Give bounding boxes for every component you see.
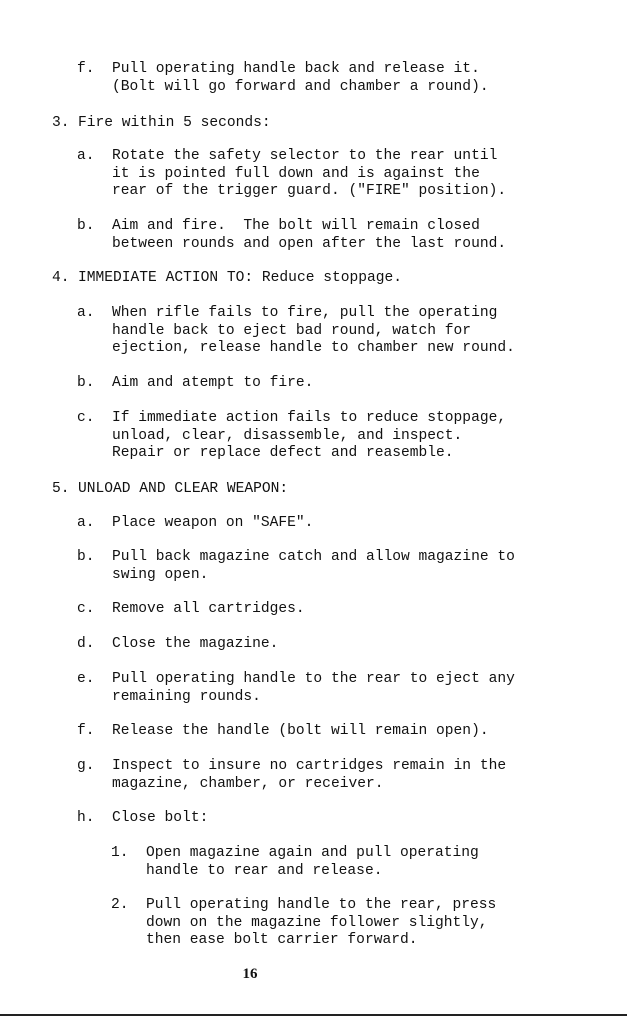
item-marker: e. bbox=[77, 671, 95, 687]
item-marker: c. bbox=[77, 601, 95, 617]
item-text-line: Place weapon on "SAFE". bbox=[112, 515, 314, 531]
item-text-line: rear of the trigger guard. ("FIRE" position). bbox=[112, 183, 507, 199]
item-text-line: When rifle fails to fire, pull the operating bbox=[112, 305, 498, 321]
item-marker: b. bbox=[77, 218, 95, 234]
item-marker: 1. bbox=[111, 845, 129, 861]
item-text-line: Inspect to insure no cartridges remain in the bbox=[112, 758, 507, 774]
item-text-line: remaining rounds. bbox=[112, 688, 261, 705]
item-marker: b. bbox=[77, 549, 95, 565]
item-text-line: swing open. bbox=[112, 566, 209, 583]
item-text-line: Pull operating handle back and release it. bbox=[112, 61, 480, 77]
item-text-line: Pull operating handle to the rear, press bbox=[146, 897, 497, 913]
item-marker: f. bbox=[77, 61, 95, 77]
item-marker: 5. bbox=[52, 481, 70, 497]
item-marker: 3. bbox=[52, 115, 70, 131]
item-text-line: Rotate the safety selector to the rear until bbox=[112, 148, 498, 164]
item-text-line: between rounds and open after the last round. bbox=[112, 235, 507, 252]
item-text-line: it is pointed full down and is against the bbox=[112, 165, 480, 182]
item-marker: g. bbox=[77, 758, 95, 774]
item-marker: d. bbox=[77, 636, 95, 652]
item-text-line: handle back to eject bad round, watch for bbox=[112, 322, 472, 339]
item-text-line: magazine, chamber, or receiver. bbox=[112, 775, 384, 792]
item-text-line: Pull back magazine catch and allow magazine to bbox=[112, 549, 515, 565]
item-text-line: Remove all cartridges. bbox=[112, 601, 305, 617]
item-text-line: then ease bolt carrier forward. bbox=[146, 932, 418, 948]
item-text-line: Repair or replace defect and reasemble. bbox=[112, 445, 454, 461]
item-marker: h. bbox=[77, 810, 95, 826]
item-text-line: unload, clear, disassemble, and inspect. bbox=[112, 427, 463, 444]
item-marker: a. bbox=[77, 148, 95, 164]
item-text-line: Close the magazine. bbox=[112, 636, 279, 652]
item-marker: 2. bbox=[111, 897, 129, 913]
item-text-line: Open magazine again and pull operating bbox=[146, 845, 479, 861]
item-text-line: If immediate action fails to reduce stoppage, bbox=[112, 410, 507, 426]
item-text-line: Fire within 5 seconds: bbox=[78, 115, 271, 131]
page-number: 16 bbox=[242, 966, 258, 982]
item-text-line: ejection, release handle to chamber new round. bbox=[112, 340, 515, 356]
item-marker: 4. bbox=[52, 270, 70, 286]
item-text-line: Release the handle (bolt will remain open). bbox=[112, 723, 489, 739]
bottom-rule bbox=[0, 1014, 627, 1016]
item-marker: a. bbox=[77, 515, 95, 531]
item-text-line: down on the magazine follower slightly, bbox=[146, 914, 488, 931]
item-text-line: Close bolt: bbox=[112, 810, 209, 826]
item-text-line: Aim and atempt to fire. bbox=[112, 375, 314, 391]
item-text-line: (Bolt will go forward and chamber a round). bbox=[112, 78, 489, 95]
item-text-line: Aim and fire. The bolt will remain closed bbox=[112, 218, 480, 234]
item-marker: b. bbox=[77, 375, 95, 391]
item-text-line: UNLOAD AND CLEAR WEAPON: bbox=[78, 481, 289, 497]
item-text-line: handle to rear and release. bbox=[146, 862, 383, 879]
item-marker: f. bbox=[77, 723, 95, 739]
item-marker: a. bbox=[77, 305, 95, 321]
item-marker: c. bbox=[77, 410, 95, 426]
item-text-line: IMMEDIATE ACTION TO: Reduce stoppage. bbox=[78, 270, 403, 286]
item-text-line: Pull operating handle to the rear to eject any bbox=[112, 671, 515, 687]
